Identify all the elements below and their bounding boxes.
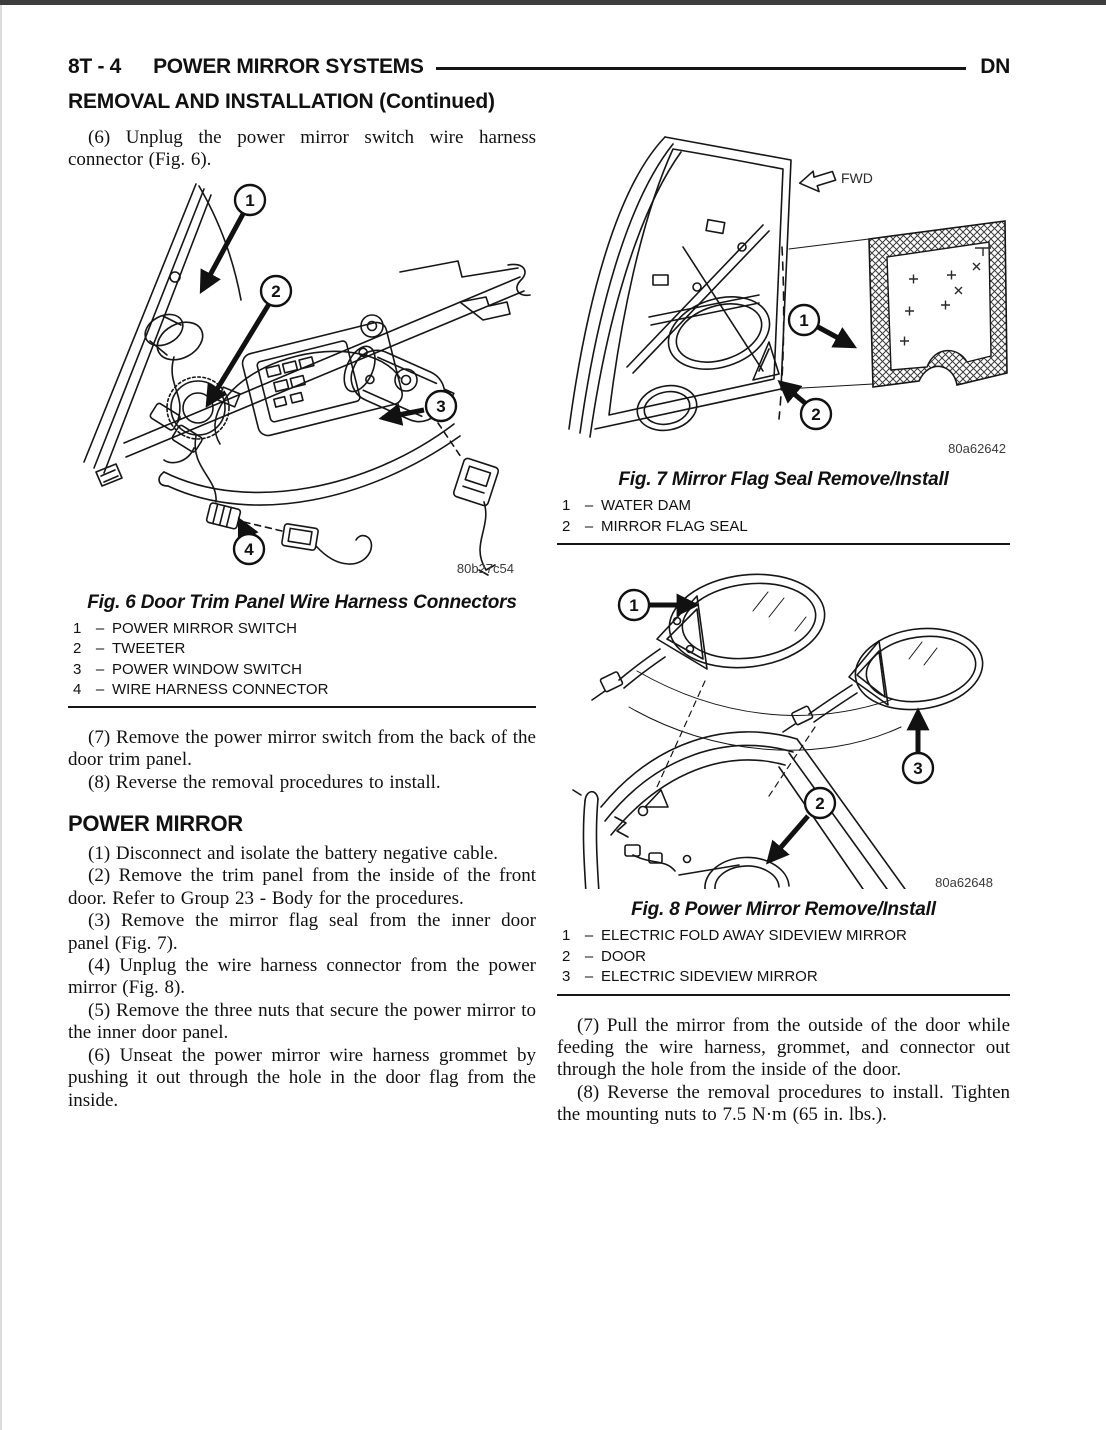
fig8-caption: Fig. 8 Power Mirror Remove/Install [631,899,936,920]
svg-text:2: 2 [271,281,281,301]
fig7-legend-item [557,496,1010,517]
fig8-legend-item [557,926,1010,947]
pm-step-4: (4) Unplug the wire harness connector from the power mirror (Fig. 8). [68,955,536,999]
chapter-title: POWER MIRROR SYSTEMS [153,55,424,78]
page-header [68,55,1010,79]
legend-dash: – [584,968,594,985]
fig8-image-code: 80a62648 [935,875,993,889]
fig7-legend-item [557,517,1010,538]
figure6-illustration [68,180,536,580]
legend-label: TWEETER [112,640,186,658]
left-column [68,127,536,1112]
legend-label: POWER MIRROR SWITCH [112,619,297,637]
column-divider-rule [68,706,536,708]
legend-num: 3 [562,968,571,985]
water-dam-panel [869,221,1007,387]
legend-label: WIRE HARNESS CONNECTOR [112,681,329,699]
svg-text:1: 1 [799,311,809,330]
svg-text:3: 3 [436,396,446,416]
legend-label: ELECTRIC FOLD AWAY SIDEVIEW MIRROR [601,927,907,944]
fig7-image-code: 80a62642 [948,441,1006,456]
legend-num: 2 [562,517,571,535]
column-divider-rule [557,543,1010,545]
svg-text:2: 2 [815,794,825,813]
door-frame-line-art [569,137,873,437]
header-rule [436,67,967,70]
right-column [557,127,1010,1127]
column-divider-rule [557,994,1010,996]
legend-dash: – [584,497,594,514]
step-8-reverse-tighten: (8) Reverse the removal procedures to install. Tighten the mounting nuts to 7.5 N·m (65 in. lbs.). [557,1081,1010,1126]
svg-text:2: 2 [811,405,821,424]
model-code: DN [980,55,1010,78]
fig6-legend-item [68,660,536,681]
legend-num: 1 [562,927,571,944]
legend-label: POWER WINDOW SWITCH [112,660,302,678]
fig7-caption: Fig. 7 Mirror Flag Seal Remove/Install [618,469,949,490]
fig6-image-code: 80b27c54 [456,560,514,576]
door-trim-line-art [84,184,530,575]
svg-text:4: 4 [244,539,254,559]
step-6-unplug: (6) Unplug the power mirror switch wire harness connector (Fig. 6). [68,127,536,171]
legend-dash: – [95,640,105,658]
fig8-callout-3 [903,712,933,783]
page-left-edge [0,5,2,1430]
fig7-callout-2 [781,383,831,429]
legend-num: 1 [562,497,571,514]
legend-label: DOOR [601,947,646,965]
legend-label: ELECTRIC SIDEVIEW MIRROR [601,968,818,985]
window-top-edge [0,0,1106,5]
power-mirror-heading: POWER MIRROR [68,811,243,837]
fig6-legend-item [68,619,536,640]
step-7-remove-switch: (7) Remove the power mirror switch from the back of the door trim panel. [68,726,536,771]
fig8-callout-1 [619,590,695,620]
legend-num: 3 [73,660,82,678]
legend-label: MIRROR FLAG SEAL [601,517,748,535]
legend-dash: – [95,619,105,637]
fig8-legend-item [557,947,1010,968]
legend-dash: – [95,681,105,699]
legend-num: 4 [73,681,82,699]
figure8-illustration [557,559,1010,889]
svg-text:1: 1 [629,596,639,615]
fig6-legend-item [68,680,536,701]
pm-step-3: (3) Remove the mirror flag seal from the inner door panel (Fig. 7). [68,910,536,954]
fig6-callout-1 [202,185,265,290]
legend-num: 2 [73,640,82,658]
fig6-callout-4 [234,521,264,564]
fig6-caption: Fig. 6 Door Trim Panel Wire Harness Connectors [87,591,517,613]
fig6-callout-2 [208,276,291,404]
step-7-pull-mirror: (7) Pull the mirror from the outside of the door while feeding the wire harness, grommet, and connector out through the hole from the inside of the door. [557,1014,1010,1081]
svg-text:3: 3 [913,759,923,778]
fig8-callout-2 [769,788,835,861]
fig8-legend [557,926,1010,988]
legend-label: WATER DAM [601,497,691,514]
svg-text:1: 1 [245,190,255,210]
fig6-legend [68,619,536,701]
fig7-legend [557,496,1010,537]
legend-dash: – [95,660,105,678]
section-heading: REMOVAL AND INSTALLATION (Continued) [68,90,495,113]
fig6-legend-item [68,639,536,660]
legend-num: 1 [73,619,82,637]
pm-step-2: (2) Remove the trim panel from the inside of the front door. Refer to Group 23 - Body for the procedures. [68,865,536,909]
fig7-callout-1 [789,305,853,346]
figure7-illustration [557,127,1010,459]
pm-step-1: (1) Disconnect and isolate the battery negative cable. [88,843,499,865]
pm-step-5: (5) Remove the three nuts that secure the power mirror to the inner door panel. [68,999,536,1044]
fig6-callout-3 [383,391,456,421]
pm-step-6: (6) Unseat the power mirror wire harness grommet by pushing it out through the hole in the door flag from the inside. [68,1044,536,1111]
step-8-reverse: (8) Reverse the removal procedures to install. [88,771,441,793]
legend-dash: – [584,927,594,944]
legend-dash: – [584,517,594,535]
legend-dash: – [584,947,594,965]
legend-num: 2 [562,947,571,965]
page-number: 8T - 4 [68,55,122,78]
fwd-direction-label: FWD [841,170,873,186]
fig8-legend-item [557,967,1010,988]
